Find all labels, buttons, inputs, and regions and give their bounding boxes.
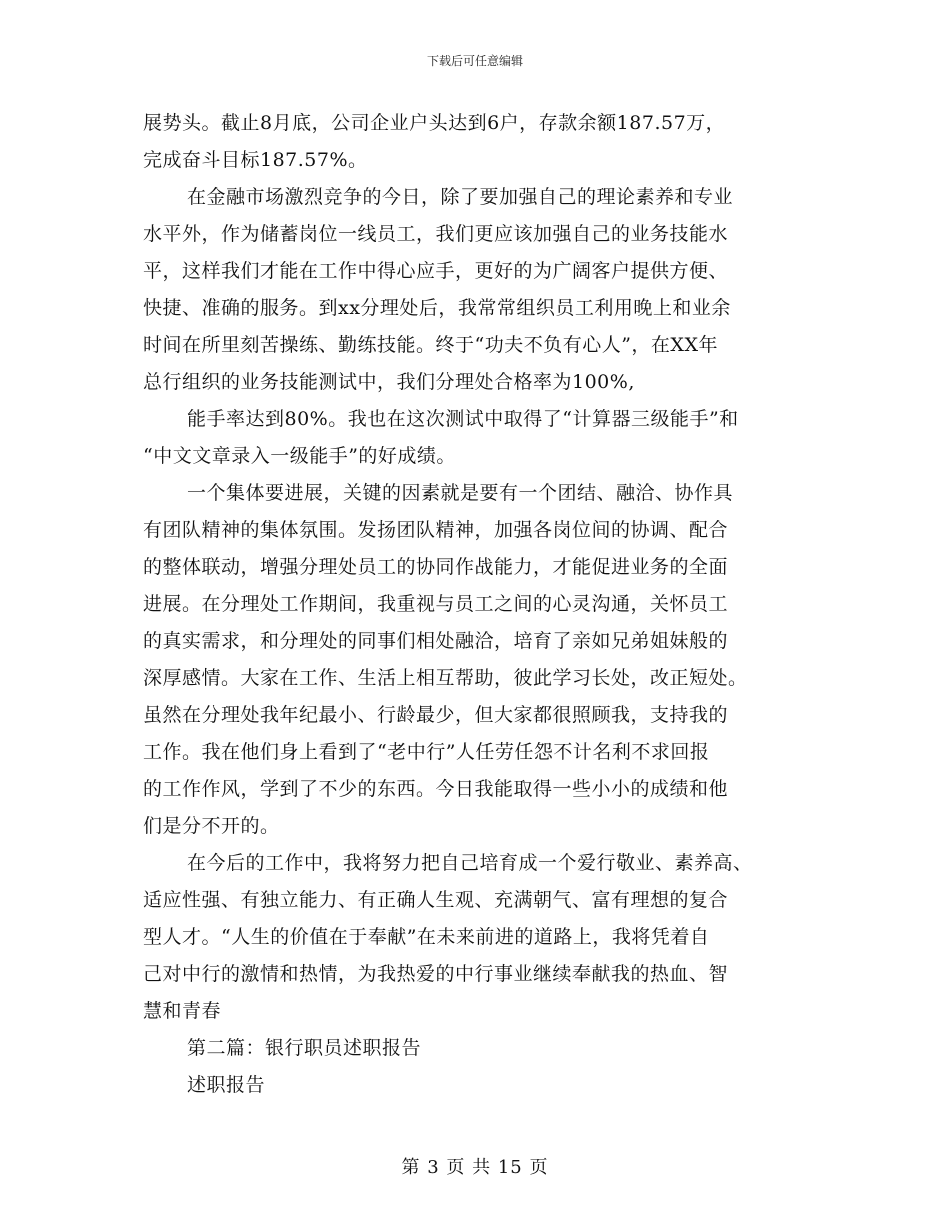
paragraph-2: 在金融市场激烈竞争的今日，除了要加强自己的理论素养和专业 水平外，作为储蓄岗位一线员工，我们更应该加强自己的业务技能水 平，这样我们才能在工作中得心应手，更好的为广阔客户提供方便、 快捷、准确的服务。到xx分理处后，我常常组织员工利用晚上和业余 时间在所里刻苦操练、勤练技能。终于“功夫不负有心人”，在XX年 总行组织的业务技能测试中，我们分理处合格率为100%,: [143, 186, 734, 393]
paragraph-3: 能手率达到80%。我也在这次测试中取得了“计算器三级能手”和 “中文文章录入一级能手”的好成绩。: [143, 408, 739, 467]
section-title: 第二篇：银行职员述职报告: [187, 1037, 422, 1059]
paragraph-4: 一个集体要进展，关键的因素就是要有一个团结、融洽、协作具 有团队精神的集体氛围。发扬团队精神，加强各岗位间的协调、配合 的整体联动，增强分理处员工的协同作战能力，才能促进业务的全面 进展。在分理处工作期间，我重视与员工之间的心灵沟通，关怀员工 的真实需求，和分理处的同事们相处融洽，培育了亲如兄弟姐妹般的 深厚感情。大家在工作、生活上相互帮助，彼此学习长处，改正短处。 虽然在分理处我年纪最小、行龄最少，但大家都很照顾我，支持我的 工作。我在他们身上看到了“老中行”人任劳任怨不计名利不求回报 的工作作风，学到了不少的东西。今日我能取得一些小小的成绩和他 们是分不开的。: [143, 482, 748, 837]
document-body: [143, 105, 815, 1104]
paragraph-5: 在今后的工作中，我将努力把自己培育成一个爱行敬业、素养高、 适应性强、有独立能力、有正确人生观、充满朝气、富有理想的复合 型人才。“人生的价值在于奉献”在未来前进的道路上，我将凭着自 己对中行的激情和热情，为我热爱的中行事业继续奉献我的热血、智 慧和青春: [143, 852, 753, 1022]
page-header-note: 下载后可任意编辑: [426, 54, 523, 68]
page-number: 第 3 页 共 15 页: [401, 1157, 549, 1178]
section-subtitle: 述职报告: [187, 1074, 266, 1096]
paragraph-1: 展势头。截止8月底，公司企业户头达到6户，存款余额187.57万， 完成奋斗目标187.57%。: [143, 112, 726, 171]
